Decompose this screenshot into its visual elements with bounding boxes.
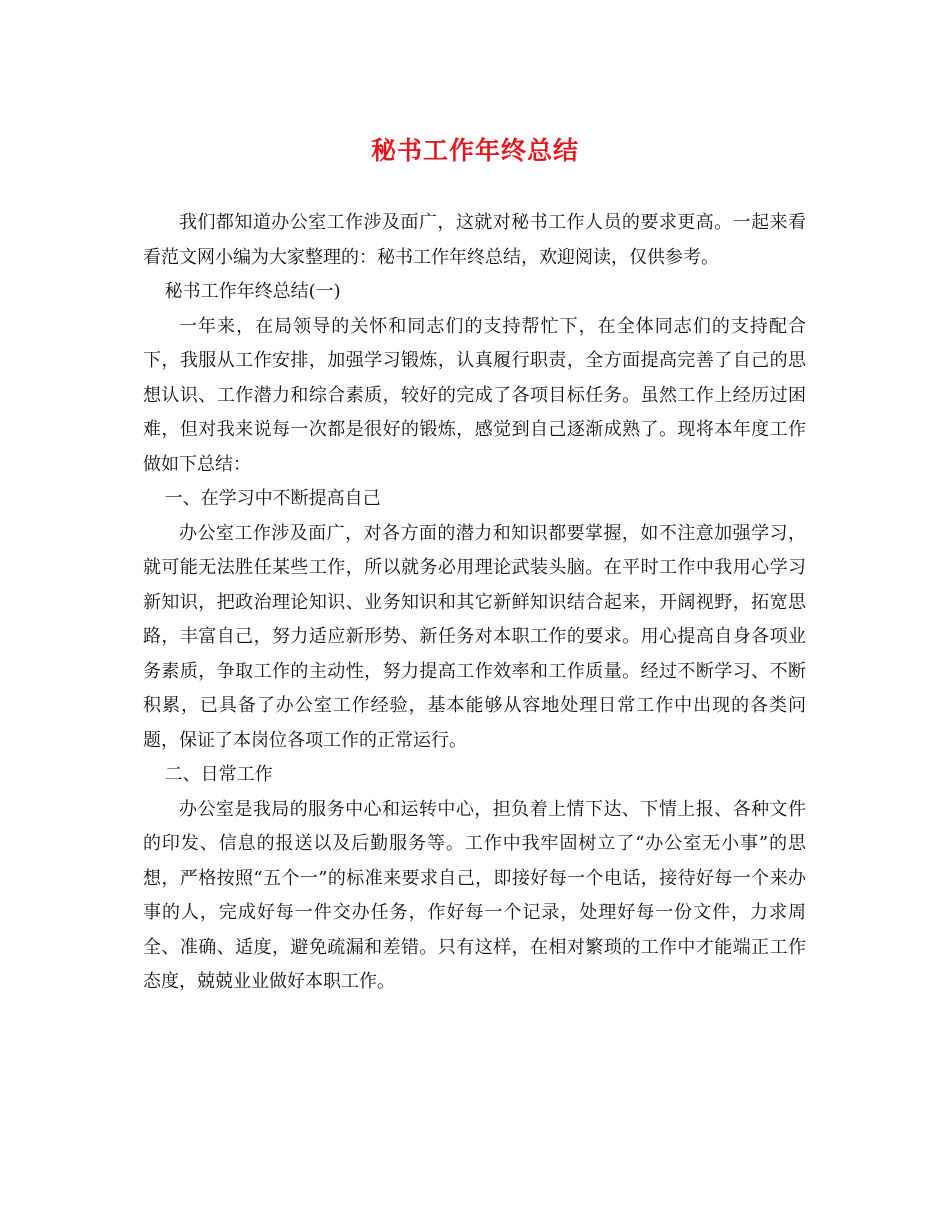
section-heading-study: 一、在学习中不断提高自己 [164,488,381,509]
summary-paragraph: 一年来，在局领导的关怀和同志们的支持帮忙下，在全体同志们的支持配合下，我服从工作安排，加强学习锻炼，认真履行职责，全方面提高完善了自己的思想认识、工作潜力和综合素质，较好的完成了各项目标任务。虽然工作上经历过困难，但对我来说每一次都是很好的锻炼，感觉到自己逐渐成熟了。现将本年度工作做如下总结： [143,315,806,475]
daily-work-paragraph: 办公室是我局的服务中心和运转中心，担负着上情下达、下情上报、各种文件的印发、信息的报送以及后勤服务等。工作中我牢固树立了“办公室无小事”的思想，严格按照“五个一”的标准来要求自己，即接好每一个电话，接待好每一个来办事的人，完成好每一件交办任务，作好每一个记录，处理好每一份文件，力求周全、准确、适度，避免疏漏和差错。只有这样，在相对繁琐的工作中才能端正工作态度，兢兢业业做好本职工作。 [143,798,806,992]
intro-paragraph: 我们都知道办公室工作涉及面广，这就对秘书工作人员的要求更高。一起来看看范文网小编为大家整理的：秘书工作年终总结，欢迎阅读，仅供参考。 [143,212,806,268]
document-title: 秘书工作年终总结 [370,136,579,165]
document-body [143,206,806,1000]
section-heading-daily-work: 二、日常工作 [164,764,273,785]
study-paragraph: 办公室工作涉及面广，对各方面的潜力和知识都要掌握，如不注意加强学习，就可能无法胜任某些工作，所以就务必用理论武装头脑。在平时工作中我用心学习新知识，把政治理论知识、业务知识和其它新鲜知识结合起来，开阔视野，拓宽思路，丰富自己，努力适应新形势、新任务对本职工作的要求。用心提高自身各项业务素质，争取工作的主动性，努力提高工作效率和工作质量。经过不断学习、不断积累，已具备了办公室工作经验，基本能够从容地处理日常工作中出现的各类问题，保证了本岗位各项工作的正常运行。 [143,522,806,751]
section-subtitle: 秘书工作年终总结(一) [164,281,341,302]
